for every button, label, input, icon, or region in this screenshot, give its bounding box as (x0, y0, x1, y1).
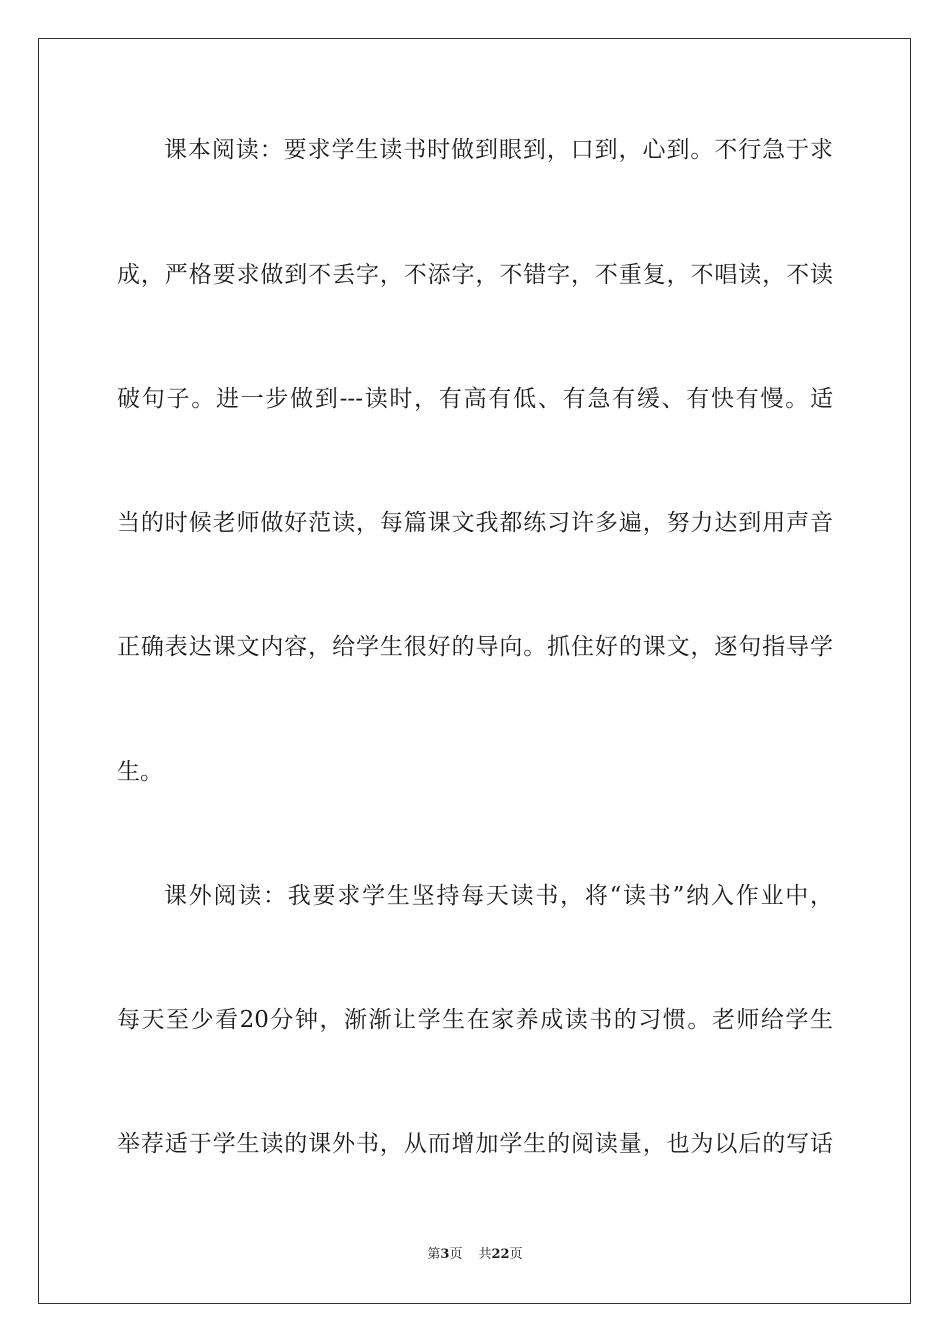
page-suffix: 页 (449, 1247, 463, 1262)
paragraph-line: 破句子。进一步做到---读时，有高有低、有急有缓、有快有慢。适 (117, 386, 833, 412)
paragraph-line: 当的时候老师做好范读，每篇课文我都练习许多遍，努力达到用声音 (117, 510, 833, 536)
paragraph-line: 举荐适于学生读的课外书，从而增加学生的阅读量，也为以后的写话 (117, 1131, 833, 1157)
page-number: 3 (440, 1247, 450, 1262)
paragraph-line: 课本阅读：要求学生读书时做到眼到，口到，心到。不行急于求 (164, 137, 833, 163)
page-border (38, 38, 911, 1304)
paragraph-line: 生。 (117, 759, 163, 785)
paragraph-line: 正确表达课文内容，给学生很好的导向。抓住好的课文，逐句指导学 (117, 634, 833, 660)
page-prefix: 第 (427, 1247, 441, 1262)
paragraph-line: 课外阅读：我要求学生坚持每天读书，将“读书”纳入作业中， (164, 883, 833, 909)
paragraph-line: 每天至少看20分钟，渐渐让学生在家养成读书的习惯。老师给学生 (117, 1007, 833, 1033)
total-pages: 22 (491, 1247, 510, 1262)
total-suffix: 页 (509, 1247, 523, 1262)
total-prefix: 共 (478, 1247, 492, 1262)
paragraph-line: 成，严格要求做到不丢字，不添字，不错字，不重复，不唱读，不读 (117, 262, 833, 288)
page-footer (0, 1246, 950, 1264)
